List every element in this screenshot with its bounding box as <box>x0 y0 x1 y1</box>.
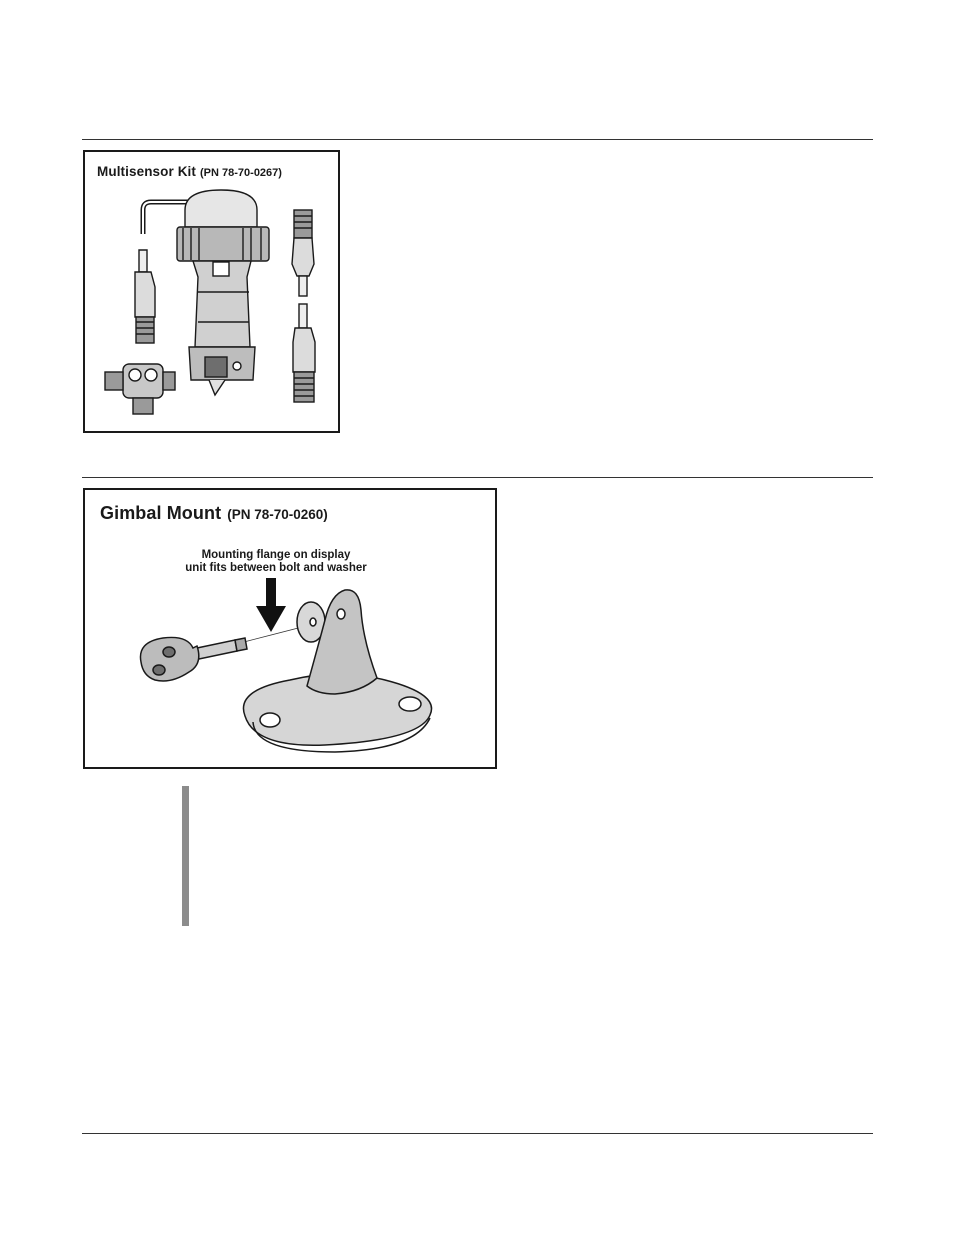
gimbal-mount-part-number: (PN 78-70-0260) <box>227 507 328 522</box>
gimbal-mount-illustration <box>85 490 495 767</box>
gimbal-mount-name: Gimbal Mount <box>100 503 222 523</box>
multisensor-kit-illustration <box>85 152 338 431</box>
multisensor-kit-figure <box>83 150 340 433</box>
callout-line-1: Mounting flange on display <box>201 549 351 561</box>
right-upper-connector <box>294 210 312 238</box>
bolt-shaft <box>197 640 237 659</box>
left-connector <box>135 272 155 317</box>
left-connector-tip <box>139 250 147 272</box>
footer-rule <box>82 1133 873 1134</box>
knob <box>140 637 198 681</box>
middle-section-rule <box>82 477 873 478</box>
top-section-rule <box>82 139 873 140</box>
multisensor-kit-name: Multisensor Kit <box>97 164 197 179</box>
note-margin-bar <box>182 786 189 926</box>
right-lower-connector <box>293 328 315 372</box>
callout-line-2: unit fits between bolt and washer <box>185 562 367 574</box>
down-arrow-icon <box>256 578 286 632</box>
sensor-cap <box>185 190 257 227</box>
tee-connector <box>123 364 163 398</box>
multisensor-kit-part-number: (PN 78-70-0267) <box>200 167 282 179</box>
gimbal-mount-figure <box>83 488 497 769</box>
